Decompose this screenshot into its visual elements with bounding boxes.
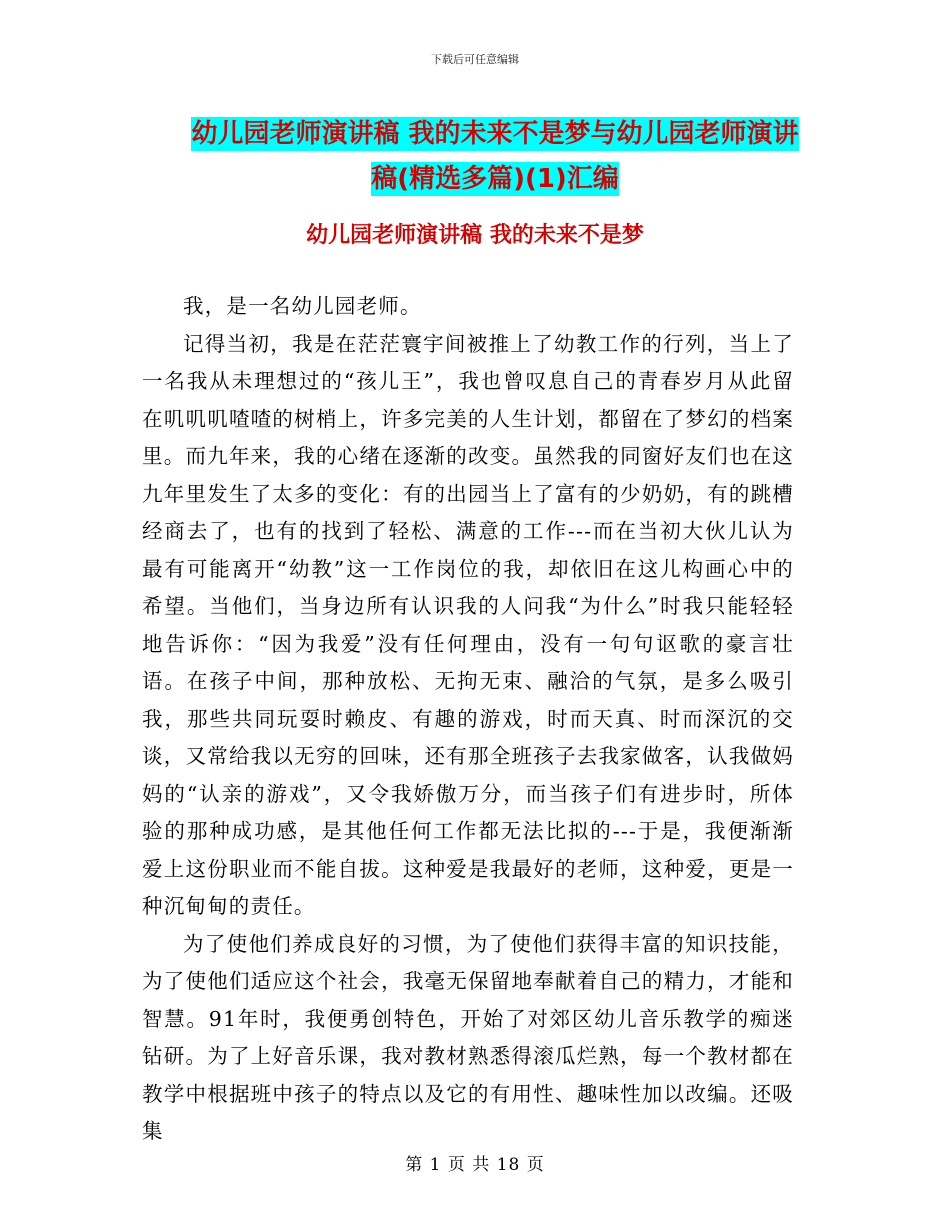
header-note: 下载后可任意编辑 xyxy=(431,53,519,66)
body-text xyxy=(142,288,794,1151)
document-title-line-2: 稿(精选多篇)(1)汇编 xyxy=(371,164,619,194)
document-title-line-1: 幼儿园老师演讲稿 我的未来不是梦与幼儿园老师演讲 xyxy=(191,119,799,149)
page-footer: 第 1 页 共 18 页 xyxy=(405,1155,545,1175)
paragraph-1: 我，是一名幼儿园老师。 xyxy=(183,294,422,318)
paragraph-2: 记得当初，我是在茫茫寰宇间被推上了幼教工作的行列，当上了一名我从未理想过的“孩儿王”，我也曾叹息自己的青春岁月从此留在叽叽叽喳喳的树梢上，许多完美的人生计划，都留在了梦幻的档案里。而九年来，我的心绪在逐渐的改变。虽然我的同窗好友们也在这九年里发生了太多的变化：有的出园当上了富有的少奶奶，有的跳槽经商去了，也有的找到了轻松、满意的工作---而在当初大伙儿认为最有可能离开“幼教”这一工作岗位的我，却依旧在这儿构画心中的希望。当他们，当身边所有认识我的人问我“为什么”时我只能轻轻地告诉你：“因为我爱”没有任何理由，没有一句句讴歌的豪言壮语。在孩子中间，那种放松、无拘无束、融洽的气氛，是多么吸引我，那些共同玩耍时赖皮、有趣的游戏，时而天真、时而深沉的交谈，又常给我以无穷的回味，还有那全班孩子去我家做客，认我做妈妈的“认亲的游戏”，又令我娇傲万分，而当孩子们有进步时，所体验的那种成功感，是其他任何工作都无法比拟的---于是，我便渐渐爱上这份职业而不能自拔。这种爱是我最好的老师，这种爱，更是一种沉甸甸的责任。 xyxy=(142,331,794,918)
document-title xyxy=(150,112,840,202)
section-title: 幼儿园老师演讲稿 我的未来不是梦 xyxy=(306,223,644,248)
paragraph-3: 为了使他们养成良好的习惯，为了使他们获得丰富的知识技能，为了使他们适应这个社会，我毫无保留地奉献着自己的精力，才能和智慧。91年时，我便勇创特色，开始了对郊区幼儿音乐教学的痴迷钻研。为了上好音乐课，我对教材熟悉得滚瓜烂熟，每一个教材都在教学中根据班中孩子的特点以及它的有用性、趣味性加以改编。还吸集 xyxy=(142,931,794,1143)
